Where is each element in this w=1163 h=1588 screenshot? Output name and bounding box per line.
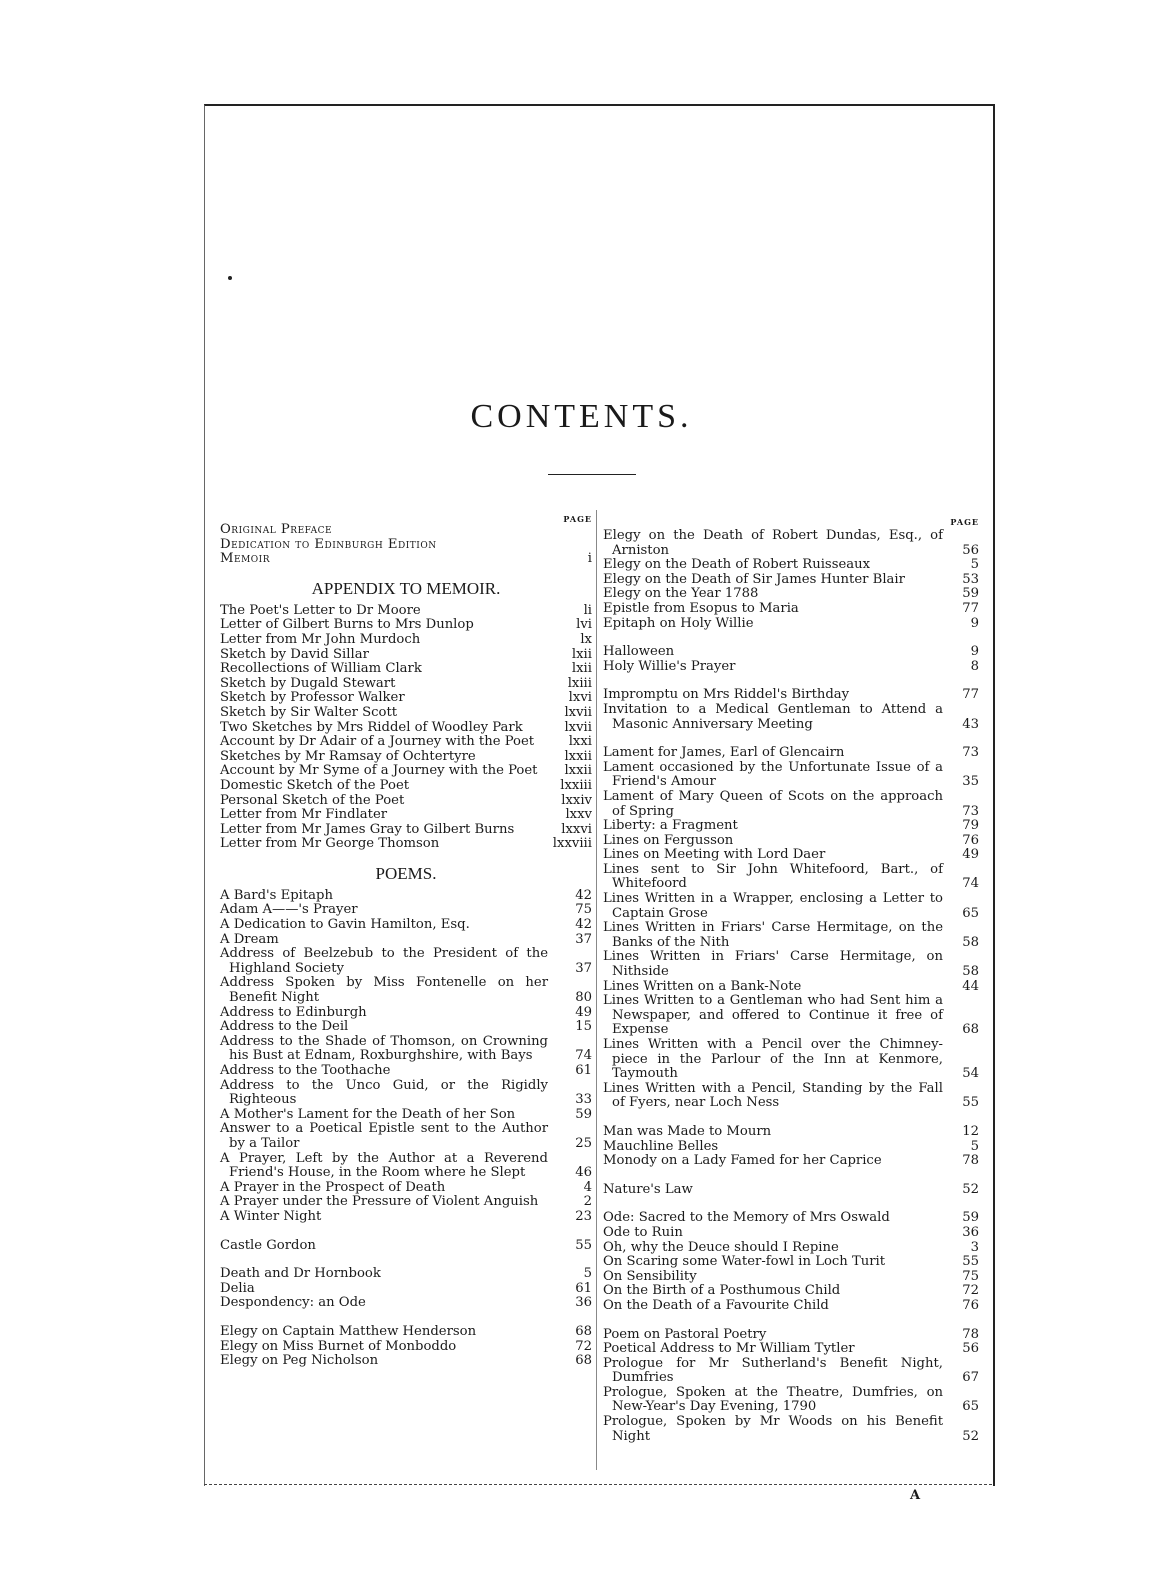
entry-gap (220, 1311, 592, 1325)
toc-entry (603, 746, 979, 761)
toc-entry (220, 523, 592, 538)
toc-entry-title: Poetical Address to Mr William Tytler (603, 1341, 855, 1357)
toc-entry-title: A Bard's Epitaph (220, 887, 333, 903)
toc-entry-page: 37 (575, 931, 592, 947)
toc-entry-title: Letter from Mr George Thomson (220, 836, 440, 852)
toc-entry (220, 764, 592, 779)
toc-entry-title: Lines Written in Friars' Carse Hermitage, on the Banks of the Nith (603, 920, 943, 950)
toc-entry-title: Epitaph on Holy Willie (603, 615, 754, 631)
toc-entry-page: lxii (571, 646, 592, 662)
toc-entry-title: Lines sent to Sir John Whitefoord, Bart., of Whitefoord (603, 861, 943, 892)
toc-entry (220, 808, 592, 823)
toc-entry-title: Castle Gordon (220, 1237, 316, 1253)
toc-entry-page: 67 (962, 1370, 979, 1386)
entry-gap (603, 1314, 979, 1328)
toc-entry (220, 750, 592, 765)
toc-entry-title: Address to the Shade of Thomson, on Crowning his Bust at Ednam, Roxburghshire, with Bays (220, 1033, 548, 1064)
toc-entry-title: The Poet's Letter to Dr Moore (220, 602, 421, 618)
toc-entry (220, 618, 592, 633)
toc-entry (603, 1140, 979, 1155)
toc-entry (603, 558, 979, 573)
toc-entry (603, 950, 979, 979)
front-matter-list (220, 523, 592, 567)
toc-entry (220, 1020, 592, 1035)
right-column (603, 515, 979, 1444)
toc-entry (603, 1415, 979, 1444)
toc-entry-title: Letter from Mr Findlater (220, 807, 388, 823)
toc-entry-title: On the Birth of a Posthumous Child (603, 1283, 841, 1299)
toc-entry-title: Sketch by Professor Walker (220, 690, 405, 706)
toc-entry (220, 1006, 592, 1021)
toc-entry-title: Recollections of William Clark (220, 661, 422, 677)
toc-entry-page: 42 (575, 887, 592, 903)
toc-entry-title: Elegy on Peg Nicholson (220, 1353, 379, 1369)
toc-entry (220, 538, 592, 553)
toc-entry-title: Nature's Law (603, 1181, 693, 1197)
toc-entry-page: 44 (962, 978, 979, 994)
title-rule (548, 474, 636, 475)
page-column-header: PAGE (950, 517, 979, 527)
toc-entry-title: Impromptu on Mrs Riddel's Birthday (603, 687, 850, 703)
toc-entry-title: A Winter Night (220, 1208, 322, 1224)
toc-entry (603, 761, 979, 790)
toc-entry-page: 58 (962, 964, 979, 980)
toc-entry-title: Sketches by Mr Ramsay of Ochtertyre (220, 748, 476, 764)
toc-entry-page: 77 (962, 600, 979, 616)
toc-entry (603, 921, 979, 950)
toc-entry-title: Lament occasioned by the Unfortunate Issue of a Friend's Amour (603, 759, 943, 790)
entry-gap (603, 1111, 979, 1125)
toc-entry (603, 1270, 979, 1285)
toc-entry-title: Ode to Ruin (603, 1224, 683, 1240)
toc-entry-page: 4 (583, 1179, 592, 1195)
toc-entry-title: Lines Written in Friars' Carse Hermitage, on Nithside (603, 949, 943, 980)
toc-entry (220, 1354, 592, 1369)
toc-entry-title: Elegy on the Death of Robert Dundas, Esq., of Arniston (603, 528, 943, 558)
toc-entry (220, 662, 592, 677)
entry-gap (220, 1225, 592, 1239)
toc-entry-page: 53 (962, 571, 979, 587)
toc-entry-page: 59 (962, 1210, 979, 1226)
toc-entry (220, 837, 592, 852)
toc-entry-page: 3 (970, 1239, 979, 1255)
toc-entry-title: Death and Dr Hornbook (220, 1266, 381, 1282)
toc-entry-page: 55 (962, 1254, 979, 1270)
toc-entry (220, 1282, 592, 1297)
toc-entry-page: 59 (962, 586, 979, 602)
toc-entry-page: 55 (575, 1237, 592, 1253)
left-column (220, 514, 592, 1369)
toc-entry (603, 1357, 979, 1386)
toc-entry-page: lxxiii (560, 777, 592, 793)
toc-entry (603, 848, 979, 863)
toc-entry-page: lxxiv (561, 792, 592, 808)
toc-entry-page: 9 (970, 644, 979, 660)
toc-entry-title: A Dream (220, 931, 279, 947)
toc-entry-page: 79 (962, 818, 979, 834)
toc-entry-title: Epistle from Esopus to Maria (603, 600, 799, 616)
toc-entry-title: Account by Dr Adair of a Journey with the Poet (220, 734, 535, 750)
toc-entry-page: 61 (575, 1280, 592, 1296)
toc-entry-page: 56 (962, 1341, 979, 1357)
toc-entry-page: lxxii (564, 748, 592, 764)
toc-entry-page: 74 (962, 876, 979, 892)
entry-gap (220, 1253, 592, 1267)
toc-entry-title: Lines Written with a Pencil, Standing by the Fall of Fyers, near Loch Ness (603, 1080, 943, 1111)
toc-entry-title: On Scaring some Water-fowl in Loch Turit (603, 1254, 886, 1270)
toc-entry (603, 529, 979, 558)
toc-entry-title: Elegy on Miss Burnet of Monboddo (220, 1338, 457, 1354)
toc-entry-page: 9 (970, 615, 979, 631)
toc-entry-page: 36 (962, 1224, 979, 1240)
toc-entry-title: Lines Written on a Bank-Note (603, 978, 802, 994)
toc-entry-page: 25 (575, 1135, 592, 1151)
toc-entry (220, 779, 592, 794)
toc-entry (220, 889, 592, 904)
toc-entry (220, 1340, 592, 1355)
toc-entry-page: 2 (583, 1194, 592, 1210)
toc-entry-page: 8 (970, 658, 979, 674)
entry-gap (603, 674, 979, 688)
toc-entry (603, 645, 979, 660)
toc-entry (220, 1122, 592, 1151)
toc-entry-title: Address to the Deil (220, 1019, 349, 1035)
toc-entry-title: Delia (220, 1280, 255, 1296)
toc-entry (603, 1154, 979, 1169)
toc-entry-title: Two Sketches by Mrs Riddel of Woodley Park (220, 719, 523, 735)
poems-list-right (603, 529, 979, 1444)
toc-entry-title: Prologue for Mr Sutherland's Benefit Night, Dumfries (603, 1355, 943, 1386)
toc-entry-title: Prologue, Spoken at the Theatre, Dumfries, on New-Year's Day Evening, 1790 (603, 1384, 943, 1415)
toc-entry-title: Account by Mr Syme of a Journey with the Poet (220, 763, 538, 779)
toc-entry-page: lxvii (564, 719, 592, 735)
toc-entry-title: Oh, why the Deuce should I Repine (603, 1239, 839, 1255)
ink-dot (228, 276, 232, 280)
toc-entry-title: Ode: Sacred to the Memory of Mrs Oswald (603, 1210, 890, 1226)
toc-entry-title: A Prayer, Left by the Author at a Reverend Friend's House, in the Room where he Slept (220, 1150, 548, 1181)
toc-entry (603, 602, 979, 617)
toc-entry (603, 1284, 979, 1299)
toc-entry (220, 903, 592, 918)
toc-entry-page: 42 (575, 917, 592, 933)
toc-entry-title: Elegy on the Death of Sir James Hunter Blair (603, 571, 905, 587)
toc-entry-page: 49 (575, 1004, 592, 1020)
toc-entry-title: Lament of Mary Queen of Scots on the approach of Spring (603, 788, 943, 819)
toc-entry-title: Mauchline Belles (603, 1138, 719, 1154)
entry-gap (603, 1197, 979, 1211)
toc-entry-page: 36 (575, 1295, 592, 1311)
toc-entry-page: 23 (575, 1208, 592, 1224)
toc-entry-title: A Mother's Lament for the Death of her Son (220, 1106, 516, 1122)
toc-entry (220, 976, 592, 1005)
toc-entry-title: Dedication to Edinburgh Edition (220, 536, 437, 552)
toc-entry-title: Adam A——'s Prayer (220, 902, 358, 918)
toc-entry-title: Lines on Fergusson (603, 832, 734, 848)
toc-entry (603, 1386, 979, 1415)
toc-entry-title: Address of Beelzebub to the President of the Highland Society (220, 946, 548, 976)
toc-entry-page: 65 (962, 905, 979, 921)
toc-entry-page: 68 (575, 1323, 592, 1339)
toc-entry-title: Address to Edinburgh (220, 1004, 367, 1020)
toc-entry (603, 790, 979, 819)
toc-entry-title: A Dedication to Gavin Hamilton, Esq. (220, 917, 470, 933)
toc-entry-page: 15 (575, 1019, 592, 1035)
toc-entry-page: 75 (575, 902, 592, 918)
toc-entry-page: lxii (571, 661, 592, 677)
toc-entry (603, 617, 979, 632)
entry-gap (603, 732, 979, 746)
page-frame-bottom (204, 1484, 992, 1485)
page-title: CONTENTS. (470, 398, 693, 435)
toc-entry (220, 691, 592, 706)
toc-entry-page: 58 (962, 934, 979, 950)
entry-gap (603, 631, 979, 645)
toc-entry-title: Sketch by Dugald Stewart (220, 675, 396, 691)
toc-entry-page: 65 (962, 1399, 979, 1415)
toc-entry (220, 677, 592, 692)
toc-entry-title: Invitation to a Medical Gentleman to Attend a Masonic Anniversary Meeting (603, 701, 943, 732)
toc-entry-page: lxxviii (552, 836, 592, 852)
toc-entry-page: 5 (583, 1266, 592, 1282)
toc-entry-title: Sketch by David Sillar (220, 646, 369, 662)
toc-entry (603, 994, 979, 1038)
toc-entry-title: A Prayer under the Pressure of Violent Anguish (220, 1194, 539, 1210)
toc-entry-page: lxxvi (561, 821, 592, 837)
toc-entry (220, 1079, 592, 1108)
toc-entry-page: 49 (962, 847, 979, 863)
toc-entry-page: lxxii (564, 763, 592, 779)
toc-entry (220, 552, 592, 567)
toc-entry (603, 703, 979, 732)
toc-entry-title: Letter from Mr James Gray to Gilbert Burns (220, 821, 515, 837)
toc-entry-page: 54 (962, 1066, 979, 1082)
toc-entry (220, 706, 592, 721)
toc-entry-page: 55 (962, 1095, 979, 1111)
toc-entry-title: Lines on Meeting with Lord Daer (603, 847, 826, 863)
toc-entry-page: 76 (962, 1297, 979, 1313)
toc-entry-title: A Prayer in the Prospect of Death (220, 1179, 446, 1195)
toc-entry (603, 1255, 979, 1270)
toc-entry (603, 834, 979, 849)
toc-entry-title: Liberty: a Fragment (603, 818, 738, 834)
toc-entry (220, 1035, 592, 1064)
toc-entry-page: 68 (575, 1353, 592, 1369)
toc-entry (603, 1038, 979, 1082)
toc-entry-title: Despondency: an Ode (220, 1295, 366, 1311)
toc-entry-title: Elegy on Captain Matthew Henderson (220, 1323, 477, 1339)
appendix-list (220, 604, 592, 852)
toc-entry-page: 12 (962, 1123, 979, 1139)
toc-entry-page: lxvi (568, 690, 592, 706)
toc-entry-title: Sketch by Sir Walter Scott (220, 704, 398, 720)
toc-entry-page: 73 (962, 745, 979, 761)
toc-entry (220, 918, 592, 933)
toc-entry (603, 1241, 979, 1256)
toc-entry (220, 1195, 592, 1210)
toc-entry (603, 1125, 979, 1140)
toc-entry-page: 59 (575, 1106, 592, 1122)
toc-entry (220, 1181, 592, 1196)
toc-entry (603, 660, 979, 675)
toc-entry (220, 1108, 592, 1123)
toc-entry-title: Monody on a Lady Famed for her Caprice (603, 1153, 882, 1169)
toc-entry-page: 77 (962, 687, 979, 703)
toc-entry (220, 735, 592, 750)
toc-entry-page: 46 (575, 1165, 592, 1181)
toc-entry-title: Lines Written to a Gentleman who had Sent him a Newspaper, and offered to Continue it free of Expense (603, 993, 943, 1038)
toc-entry-page: 74 (575, 1048, 592, 1064)
toc-entry-page: lvi (576, 617, 592, 633)
toc-entry (220, 947, 592, 976)
toc-entry-page: 76 (962, 832, 979, 848)
toc-entry (603, 1082, 979, 1111)
toc-entry-title: Lament for James, Earl of Glencairn (603, 745, 845, 761)
toc-entry-title: Lines Written with a Pencil over the Chimney-piece in the Parlour of the Inn at Kenmore, Taymouth (603, 1037, 943, 1082)
toc-entry (603, 1299, 979, 1314)
poems-heading: POEMS. (375, 863, 437, 883)
toc-entry (603, 980, 979, 995)
toc-entry-page: 56 (962, 542, 979, 558)
toc-entry (220, 794, 592, 809)
toc-entry (603, 587, 979, 602)
toc-entry (603, 863, 979, 892)
toc-entry-title: Man was Made to Mourn (603, 1123, 772, 1139)
toc-entry-title: Elegy on the Year 1788 (603, 586, 759, 602)
toc-entry-page: 72 (962, 1283, 979, 1299)
toc-entry-page: 52 (962, 1428, 979, 1444)
toc-entry-page: li (583, 602, 592, 618)
toc-entry-title: Address to the Toothache (220, 1063, 391, 1078)
toc-entry (603, 573, 979, 588)
toc-entry-page: 68 (962, 1022, 979, 1038)
toc-entry-page: 37 (575, 960, 592, 976)
toc-entry (220, 1267, 592, 1282)
toc-entry-title: Address to the Unco Guid, or the Rigidly Righteous (220, 1077, 548, 1108)
toc-entry-page: 61 (575, 1063, 592, 1078)
toc-entry-page: 43 (962, 716, 979, 732)
toc-entry (220, 604, 592, 619)
page-column-header: PAGE (563, 514, 592, 524)
toc-entry (220, 1325, 592, 1340)
toc-entry-page: 72 (575, 1338, 592, 1354)
toc-entry-title: On Sensibility (603, 1268, 697, 1284)
toc-entry-title: On the Death of a Favourite Child (603, 1297, 829, 1313)
toc-entry (220, 1296, 592, 1311)
toc-entry-title: Poem on Pastoral Poetry (603, 1326, 767, 1342)
toc-entry-page: 80 (575, 990, 592, 1006)
signature-mark: A (910, 1488, 921, 1503)
toc-entry (220, 1064, 592, 1079)
appendix-heading: APPENDIX TO MEMOIR. (311, 578, 501, 598)
column-divider (596, 510, 597, 1470)
toc-entry-page: lxxi (568, 734, 592, 750)
entry-gap (603, 1169, 979, 1183)
toc-entry (220, 648, 592, 663)
toc-entry-page: 33 (575, 1092, 592, 1108)
toc-entry (603, 1342, 979, 1357)
toc-entry (220, 933, 592, 948)
toc-entry-page: 78 (962, 1153, 979, 1169)
toc-entry-title: Lines Written in a Wrapper, enclosing a Letter to Captain Grose (603, 891, 943, 921)
poems-list-left (220, 889, 592, 1369)
toc-entry-page: 73 (962, 803, 979, 819)
toc-entry-page: 75 (962, 1268, 979, 1284)
toc-entry (603, 1211, 979, 1226)
toc-entry (603, 1328, 979, 1343)
toc-entry-title: Holy Willie's Prayer (603, 658, 736, 674)
toc-entry (220, 1152, 592, 1181)
toc-entry-title: Original Preface (220, 522, 333, 537)
toc-entry-page: 35 (962, 774, 979, 790)
toc-entry-title: Memoir (220, 551, 270, 567)
toc-entry (220, 1210, 592, 1225)
toc-entry (603, 1226, 979, 1241)
toc-entry-page: lxxv (565, 807, 592, 823)
toc-entry (603, 688, 979, 703)
toc-entry-page: 52 (962, 1181, 979, 1197)
toc-entry-page: lx (580, 631, 592, 647)
toc-entry (220, 823, 592, 838)
toc-entry-title: Personal Sketch of the Poet (220, 792, 405, 808)
toc-entry-title: Letter from Mr John Murdoch (220, 631, 421, 647)
toc-entry-title: Address Spoken by Miss Fontenelle on her Benefit Night (220, 975, 548, 1006)
toc-entry (603, 892, 979, 921)
toc-entry (603, 1183, 979, 1198)
toc-entry-page: 5 (970, 557, 979, 573)
toc-entry-page: 5 (970, 1138, 979, 1154)
toc-entry (220, 721, 592, 736)
toc-entry-page: lxvii (564, 704, 592, 720)
toc-entry-title: Letter of Gilbert Burns to Mrs Dunlop (220, 617, 474, 633)
toc-entry-page: 78 (962, 1326, 979, 1342)
toc-entry (220, 633, 592, 648)
toc-entry-title: Domestic Sketch of the Poet (220, 777, 410, 793)
toc-entry-page: i (587, 551, 592, 567)
toc-entry-page: lxiii (567, 675, 592, 691)
toc-entry (603, 819, 979, 834)
toc-entry-title: Halloween (603, 644, 675, 660)
toc-entry-title: Answer to a Poetical Epistle sent to the Author by a Tailor (220, 1121, 548, 1151)
toc-entry-title: Elegy on the Death of Robert Ruisseaux (603, 557, 871, 573)
toc-entry-title: Prologue, Spoken by Mr Woods on his Benefit Night (603, 1414, 943, 1444)
toc-entry (220, 1239, 592, 1254)
